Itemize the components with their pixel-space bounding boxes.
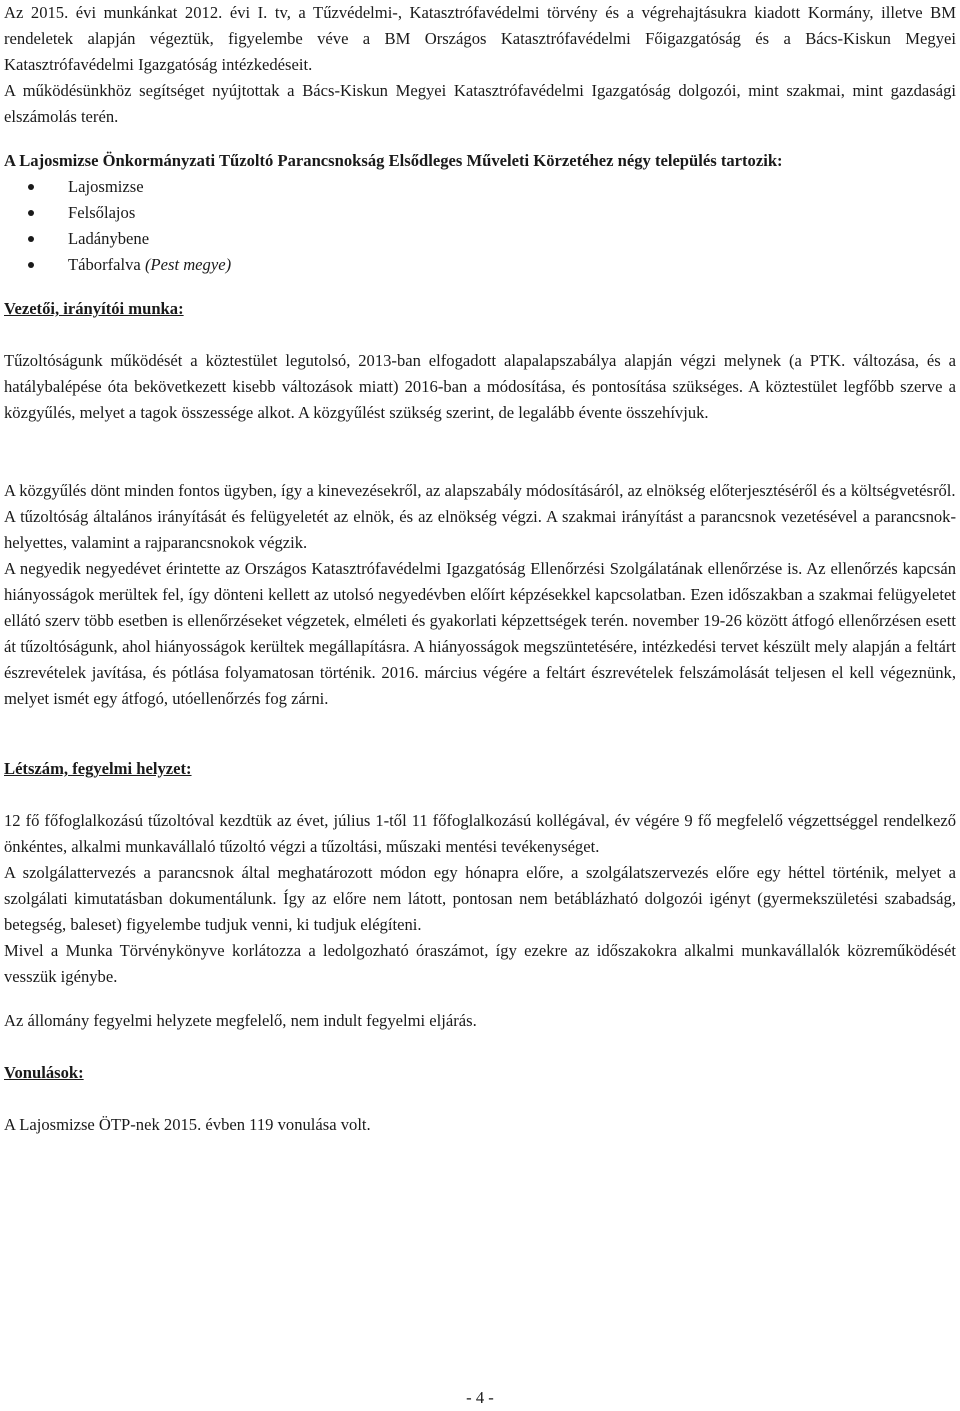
section-heading-leadership: Vezetői, irányítói munka:	[4, 299, 184, 318]
discipline-paragraph: Az állomány fegyelmi helyzete megfelelő, nem indult fegyelmi eljárás.	[4, 1011, 477, 1030]
staff-paragraph: 12 fő főfoglalkozású tűzoltóval kezdtük az évet, július 1-től 11 főfoglalkozású kollégával, év végére 9 fő megfelelő végzettséggel rendelkező önkéntes, alkalmi munkavállaló tűzoltó végzi a tűzoltási, műszaki mentési tevékenységet.	[4, 811, 956, 856]
leadership-paragraph: A tűzoltóság általános irányítását és felügyeletét az elnök, és az elnökség végzi. A szakmai irányítást a parancsnok vezetésével a parancsnok-helyettes, valamint a rajparancsnokok végzik.	[4, 507, 956, 552]
list-item	[28, 226, 956, 252]
leadership-paragraph: A negyedik negyedévet érintette az Országos Katasztrófavédelmi Igazgatóság Ellenőrzési Szolgálatának ellenőrzése is. Az ellenőrzés kapcsán hiányosságok merültek fel, így dönteni kellett az utolsó negyedévben előírt képzésekkel kapcsolatban. Ezen időszakban a szakmai felügyeletet ellátó szerv több esetben is ellenőrzéseket végzetek, elméleti és gyakorlati képzettségek terén. november 19-26 között átfogó ellenőrzésen esett át tűzoltóságunk, ahol hiányosságok kerültek megállapításra. A hiányosságok megszüntetésére, intézkedési tervet készült mely alapján a feltárt észrevételek javítása, és pótlása folyamatosan történik. 2016. március végére a feltárt észrevételek felszámolását teljesen el kell végeznünk, melyet ismét egy átfogó, utóellenőrzés fog zárni.	[4, 559, 956, 708]
list-item	[28, 252, 956, 278]
leadership-paragraph: Tűzoltóságunk működését a köztestület legutolsó, 2013-ban elfogadott alapalapszabálya alapján végzi melynek (a PTK. változása, és a hatálybalépése óta bekövetkezett kisebb változások miatt) 2016-ban a módosítása, és pontosítása szükséges. A köztestület legfőbb szerve a közgyűlés, melyet a tagok összessége alkot. A közgyűlést szükség szerint, de legalább évente összehívjuk.	[4, 351, 956, 422]
callouts-paragraph: A Lajosmizse ÖTP-nek 2015. évben 119 vonulása volt.	[4, 1115, 371, 1134]
town-name: Felsőlajos	[68, 203, 136, 222]
support-paragraph: A működésünkhöz segítséget nyújtottak a Bács-Kiskun Megyei Katasztrófavédelmi Igazgatóság dolgozói, mint szakmai, mint gazdasági elszámolás terén.	[4, 81, 956, 126]
section-heading-callouts: Vonulások:	[4, 1063, 84, 1082]
document-content	[4, 0, 956, 1138]
intro-paragraph: Az 2015. évi munkánkat 2012. évi I. tv, a Tűzvédelmi-, Katasztrófavédelmi törvény és a végrehajtásukra kiadott Kormány, illetve BM rendeletek alapján végeztük, figyelembe véve a BM Országos Katasztrófavédelmi Főigazgatóság és a Bács-Kiskun Megyei Katasztrófavédelmi Igazgatóság intézkedéseit.	[4, 3, 956, 74]
leadership-paragraph: A közgyűlés dönt minden fontos ügyben, így a kinevezésekről, az alapszabály módosításáról, az elnökség előterjesztéséről és a költségvetésről.	[4, 481, 956, 500]
staff-paragraph: A szolgálattervezés a parancsnok által meghatározott módon egy hónapra előre, a szolgálatszervezés előre egy héttel történik, melyet a szolgálati kimutatásban dokumentálunk. Így az előre nem látott, pontosan nem betáblázható dolgozói igényt (gyermekszületési szabadság, betegség, baleset) figyelembe tudjuk venni, ki tudjuk elégíteni.	[4, 863, 956, 934]
district-intro: A Lajosmizse Önkormányzati Tűzoltó Parancsnokság Elsődleges Műveleti Körzetéhez négy település tartozik:	[4, 151, 783, 170]
town-name: Ladánybene	[68, 229, 150, 248]
town-name: Táborfalva	[68, 255, 141, 274]
page-number: - 4 -	[466, 1388, 494, 1407]
town-list	[4, 174, 956, 278]
staff-paragraph: Mivel a Munka Törvénykönyve korlátozza a ledolgozható óraszámot, így ezekre az időszakokra alkalmi munkavállalók közreműködését vesszük igénybe.	[4, 941, 956, 986]
section-heading-staff: Létszám, fegyelmi helyzet:	[4, 759, 192, 778]
list-item	[28, 174, 956, 200]
list-item	[28, 200, 956, 226]
town-note: (Pest megye)	[144, 255, 232, 274]
town-name: Lajosmizse	[68, 177, 144, 196]
